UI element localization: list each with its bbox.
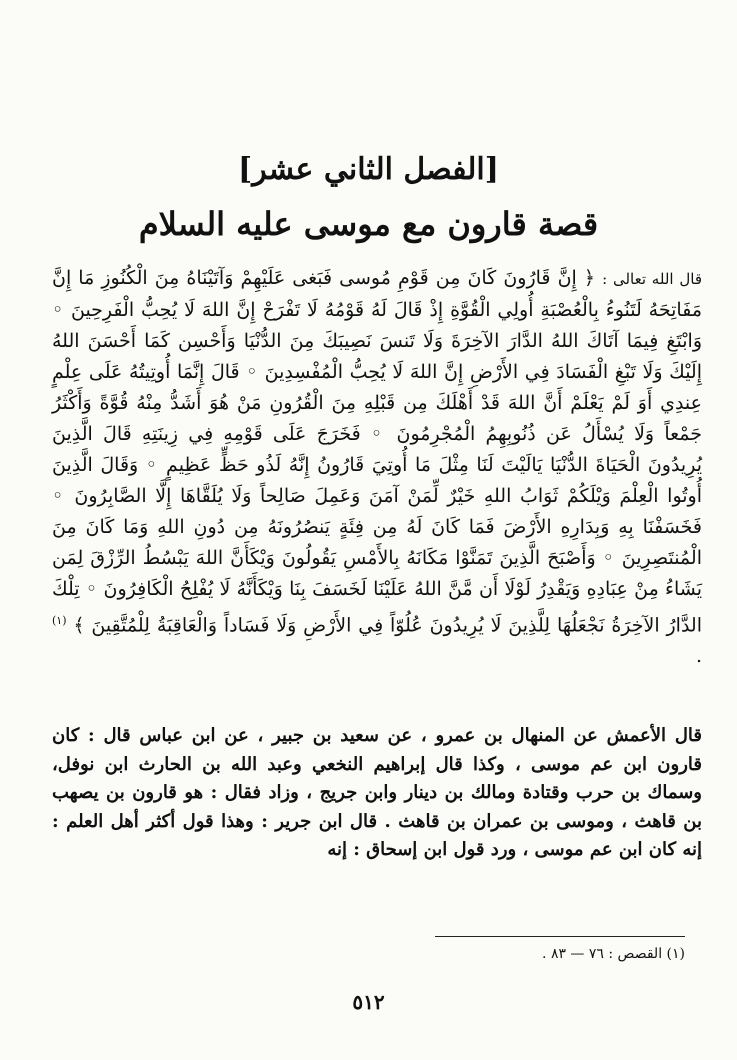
quran-verse-passage xyxy=(52,263,702,672)
page-number: ٥١٢ xyxy=(352,990,385,1014)
verse-text: ﴿ إِنَّ قَارُونَ كَانَ مِن قَوْمِ مُوسى فَبَغى عَلَيْهِمْ وَآتَيْنَاهُ مِنَ الْكُنُوزِ مَا إِنَّ مَفَاتِحَهُ لَتَنُوءُ بِالْعُصْبَةِ أُولِي الْقُوَّةِ إِذْ قَالَ لَهُ قَوْمُهُ لَا تَفْرَحْ إِنَّ اللهَ لَا يُحِبُّ الْفَرِحِينَ ◦ وَابْتَغِ فِيمَا آتَاكَ اللهُ الدَّارَ الآخِرَةَ وَلَا تَنسَ نَصِيبَكَ مِنَ الدُّنْيَا وَأَحْسِن كَمَا أَحْسَنَ اللهُ إِلَيْكَ وَلَا تَبْغِ الْفَسَادَ فِي الأَرْضِ إِنَّ اللهَ لَا يُحِبُّ الْمُفْسِدِينَ ◦ قَالَ إِنَّمَا أُوتِيتُهُ عَلَى عِلْمٍ عِندِي أَوَ لَمْ يَعْلَمْ أَنَّ اللهَ قَدْ أَهْلَكَ مِن قَبْلِهِ مِنَ الْقُرُونِ مَنْ هُوَ أَشَدُّ مِنْهُ قُوَّةً وَأَكْثَرُ جَمْعاً وَلَا يُسْأَلُ عَن ذُنُوبِهِمُ الْمُجْرِمُونَ ◦ فَخَرَجَ عَلَى قَوْمِهِ فِي زِينَتِهِ قَالَ الَّذِينَ يُرِيدُونَ الْحَيَاةَ الدُّنْيَا يَالَيْتَ لَنَا مِثْلَ مَا أُوتِيَ قَارُونُ إِنَّهُ لَذُو حَظٍّ عَظِيمٍ ◦ وَقَالَ الَّذِينَ أُوتُوا الْعِلْمَ وَيْلَكُمْ ثَوَابُ اللهِ خَيْرٌ لِّمَنْ آمَنَ وَعَمِلَ صَالِحاً وَلَا يُلَقَّاهَا إِلَّا الصَّابِرُونَ ◦ فَخَسَفْنَا بِهِ وَبِدَارِهِ الأَرْضَ فَمَا كَانَ لَهُ مِن فِئَةٍ يَنصُرُونَهُ مِن دُونِ اللهِ وَمَا كَانَ مِنَ الْمُنتَصِرِينَ ◦ وَأَصْبَحَ الَّذِينَ تَمَنَّوْا مَكَانَهُ بِالأَمْسِ يَقُولُونَ وَيْكَأَنَّ اللهَ يَبْسُطُ الرِّزْقَ لِمَن يَشَاءُ مِنْ عِبَادِهِ وَيَقْدِرُ لَوْلَا أَن مَّنَّ اللهُ عَلَيْنَا لَخَسَفَ بِنَا وَيْكَأَنَّهُ لَا يُفْلِحُ الْكَافِرُونَ ◦ تِلْكَ الدَّارُ الآخِرَةُ نَجْعَلُهَا لِلَّذِينَ لَا يُرِيدُونَ عُلُوّاً فِي الأَرْضِ وَلَا فَسَاداً وَالْعَاقِبَةُ لِلْمُتَّقِينَ ﴾ xyxy=(52,267,702,637)
story-title: قصة قارون مع موسى عليه السلام xyxy=(138,205,599,243)
commentary-paragraph: قال الأعمش عن المنهال بن عمرو ، عن سعيد بن جبير ، عن ابن عباس قال : كان قارون ابن عم موسى ، وكذا قال إبراهيم النخعي وعبد الله بن الحارث ابن نوفل، وسماك بن حرب وقتادة ومالك بن دينار وابن جريج ، وزاد فقال : هو قارون بن يصهب بن قاهث ، وموسى بن عمران بن قاهث . قال ابن جرير : وهذا قول أكثر أهل العلم : إنه كان ابن عم موسى ، ورد قول ابن إسحاق : إنه xyxy=(52,725,702,860)
chapter-heading: [الفصل الثاني عشر] xyxy=(238,152,499,187)
verse-end-mark: . xyxy=(695,645,702,668)
footnote: (١) القصص : ٧٦ — ٨٣ . xyxy=(542,946,685,962)
footnote-divider xyxy=(435,936,685,937)
footnote-reference: (١) xyxy=(52,614,67,627)
verse-lead-in: قال الله تعالى : xyxy=(602,270,702,288)
